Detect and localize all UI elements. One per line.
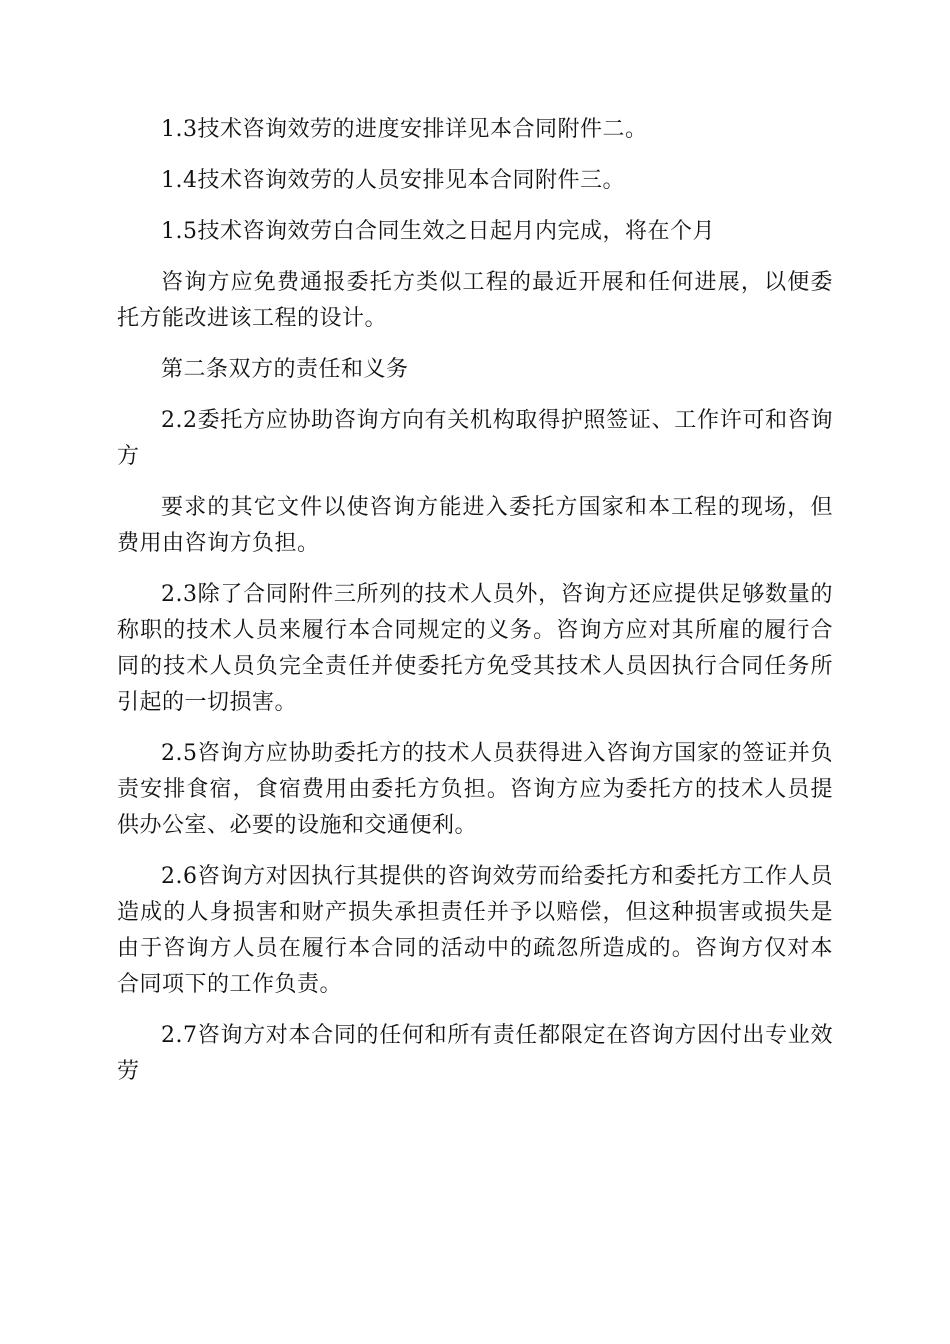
paragraph-consultant-notice: 咨询方应免费通报委托方类似工程的最近开展和任何进展，以便委托方能改进该工程的设计。 (117, 270, 833, 331)
paragraph-2-2: 2.2委托方应协助咨询方向有关机构取得护照签证、工作许可和咨询方 (117, 408, 833, 469)
paragraph-2-5: 2.5咨询方应协助委托方的技术人员获得进入咨询方国家的签证并负责安排食宿，食宿费用由委托方负担。咨询方应为委托方的技术人员提供办公室、必要的设施和交通便利。 (117, 741, 833, 838)
document-body (117, 112, 833, 1090)
section-heading-article-2: 第二条双方的责任和义务 (161, 357, 409, 382)
paragraph-2-7: 2.7咨询方对本合同的任何和所有责任都限定在咨询方因付出专业效劳 (117, 1023, 833, 1084)
paragraph-1-3: 1.3技术咨询效劳的进度安排详见本合同附件二。 (161, 117, 648, 142)
paragraph-2-2-continued: 要求的其它文件以使咨询方能进入委托方国家和本工程的现场，但费用由咨询方负担。 (117, 495, 833, 556)
paragraph-2-3: 2.3除了合同附件三所列的技术人员外，咨询方还应提供足够数量的称职的技术人员来履行本合同规定的义务。咨询方应对其所雇的履行合同的技术人员负完全责任并使委托方免受其技术人员因执行合同任务所引起的一切损害。 (117, 582, 833, 715)
paragraph-1-5: 1.5技术咨询效劳白合同生效之日起月内完成，将在个月 (161, 219, 715, 244)
paragraph-2-6: 2.6咨询方对因执行其提供的咨询效劳而给委托方和委托方工作人员造成的人身损害和财产损失承担责任并予以赔偿，但这种损害或损失是由于咨询方人员在履行本合同的活动中的疏忽所造成的。咨询方仅对本合同项下的工作负责。 (117, 864, 833, 997)
paragraph-1-4: 1.4技术咨询效劳的人员安排见本合同附件三。 (161, 168, 625, 193)
